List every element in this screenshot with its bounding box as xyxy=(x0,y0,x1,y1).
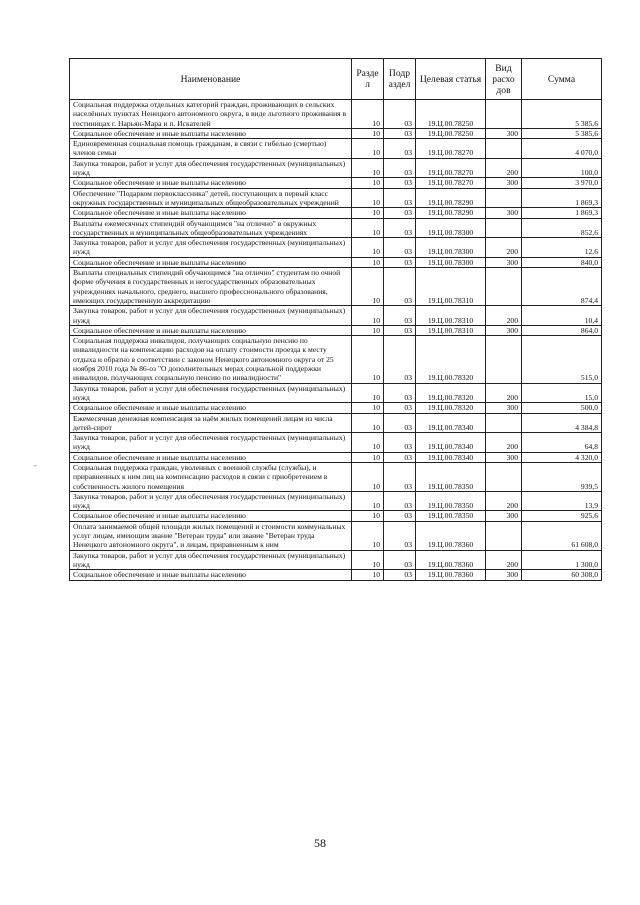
cell-expense-type: 200 xyxy=(486,158,522,178)
cell-section: 10 xyxy=(352,268,384,306)
cell-subsection: 03 xyxy=(384,100,416,129)
table-row xyxy=(70,100,602,129)
cell-section: 10 xyxy=(352,306,384,326)
cell-sum: 10,4 xyxy=(522,306,602,326)
cell-name: Выплаты ежемесячных стипендий обучающимся "на отлично" в окружных государственных и муниципальных общеобразовательных учреждениях xyxy=(70,218,352,238)
table-row xyxy=(70,178,602,188)
cell-section: 10 xyxy=(352,383,384,403)
table-row xyxy=(70,158,602,178)
cell-subsection: 03 xyxy=(384,521,416,550)
cell-target: 19.Ц.00.78290 xyxy=(416,208,486,218)
cell-subsection: 03 xyxy=(384,208,416,218)
cell-subsection: 03 xyxy=(384,139,416,159)
cell-expense-type: 300 xyxy=(486,325,522,335)
cell-target: 19.Ц.00.78350 xyxy=(416,491,486,511)
cell-name: Закупка товаров, работ и услуг для обеспечения государственных (муниципальных) нужд xyxy=(70,238,352,258)
cell-sum: 5 385,6 xyxy=(522,100,602,129)
table-row xyxy=(70,325,602,335)
cell-target: 19.Ц.00.78250 xyxy=(416,100,486,129)
cell-section: 10 xyxy=(352,550,384,570)
cell-subsection: 03 xyxy=(384,570,416,580)
cell-sum: 852,6 xyxy=(522,218,602,238)
cell-name: Социальное обеспечение и иные выплаты населению xyxy=(70,511,352,521)
table-row xyxy=(70,413,602,433)
table-row xyxy=(70,462,602,491)
cell-target: 19.Ц.00.78320 xyxy=(416,336,486,383)
table-row xyxy=(70,550,602,570)
budget-table xyxy=(69,58,602,581)
cell-subsection: 03 xyxy=(384,403,416,413)
cell-target: 19.Ц.00.78310 xyxy=(416,306,486,326)
cell-expense-type: 200 xyxy=(486,238,522,258)
cell-sum: 3 970,0 xyxy=(522,178,602,188)
cell-subsection: 03 xyxy=(384,218,416,238)
cell-name: Социальная поддержка отдельных категорий граждан, проживающих в сельских населённых пунктах Ненецкого автономного округа, в виде льготного проживания в гостиницах г. Нарьян-Мара и п. Искателей xyxy=(70,100,352,129)
table-row xyxy=(70,139,602,159)
cell-subsection: 03 xyxy=(384,491,416,511)
cell-name: Закупка товаров, работ и услуг для обеспечения государственных (муниципальных) нужд xyxy=(70,491,352,511)
cell-sum: 13,9 xyxy=(522,491,602,511)
cell-name: Закупка товаров, работ и услуг для обеспечения государственных (муниципальных) нужд xyxy=(70,433,352,453)
cell-subsection: 03 xyxy=(384,268,416,306)
cell-name: Единовременная социальная помощь гражданам, в связи с гибелью (смертью) членов семьи xyxy=(70,139,352,159)
cell-target: 19.Ц.00.78300 xyxy=(416,218,486,238)
cell-target: 19.Ц.00.78270 xyxy=(416,178,486,188)
cell-subsection: 03 xyxy=(384,178,416,188)
cell-name: Социальное обеспечение и иные выплаты населению xyxy=(70,128,352,138)
cell-subsection: 03 xyxy=(384,336,416,383)
table-body xyxy=(70,100,602,581)
cell-target: 19.Ц.00.78310 xyxy=(416,325,486,335)
cell-subsection: 03 xyxy=(384,452,416,462)
cell-section: 10 xyxy=(352,413,384,433)
cell-subsection: 03 xyxy=(384,511,416,521)
cell-target: 19.Ц.00.78270 xyxy=(416,139,486,159)
cell-target: 19.Ц.00.78320 xyxy=(416,403,486,413)
cell-section: 10 xyxy=(352,570,384,580)
cell-target: 19.Ц.00.78250 xyxy=(416,128,486,138)
cell-expense-type: 300 xyxy=(486,208,522,218)
cell-sum: 840,0 xyxy=(522,257,602,267)
cell-section: 10 xyxy=(352,158,384,178)
cell-sum: 4 320,0 xyxy=(522,452,602,462)
cell-name: Социальное обеспечение и иные выплаты населению xyxy=(70,570,352,580)
cell-sum: 874,4 xyxy=(522,268,602,306)
cell-name: Закупка товаров, работ и услуг для обеспечения государственных (муниципальных) нужд xyxy=(70,383,352,403)
cell-sum: 61 608,0 xyxy=(522,521,602,550)
cell-subsection: 03 xyxy=(384,550,416,570)
cell-expense-type: 300 xyxy=(486,128,522,138)
cell-section: 10 xyxy=(352,336,384,383)
cell-expense-type: 200 xyxy=(486,550,522,570)
cell-subsection: 03 xyxy=(384,306,416,326)
cell-expense-type: 300 xyxy=(486,452,522,462)
cell-sum: 1 869,3 xyxy=(522,208,602,218)
cell-subsection: 03 xyxy=(384,462,416,491)
cell-name: Выплаты специальных стипендий обучающимся "на отлично" студентам по очной форме обучения в государственных и негосударственных образовательных учреждениях начального, среднего, высшего профессионального образования, имеющих государственную аккредитацию xyxy=(70,268,352,306)
table-row xyxy=(70,218,602,238)
cell-section: 10 xyxy=(352,128,384,138)
cell-section: 10 xyxy=(352,100,384,129)
cell-subsection: 03 xyxy=(384,238,416,258)
cell-section: 10 xyxy=(352,511,384,521)
table-row xyxy=(70,511,602,521)
cell-expense-type xyxy=(486,413,522,433)
table-row xyxy=(70,128,602,138)
cell-section: 10 xyxy=(352,491,384,511)
cell-sum: 500,0 xyxy=(522,403,602,413)
cell-sum: 100,0 xyxy=(522,158,602,178)
header-target: Целевая статья xyxy=(416,59,486,100)
cell-sum: 864,0 xyxy=(522,325,602,335)
cell-sum: 15,0 xyxy=(522,383,602,403)
cell-expense-type: 300 xyxy=(486,257,522,267)
cell-section: 10 xyxy=(352,208,384,218)
cell-expense-type xyxy=(486,100,522,129)
cell-name: Социальная поддержка инвалидов, получающих социальную пенсию по инвалидности на компенсацию расходов на оплату стоимости проезда к месту отдыха и обратно в соответствии с законом Ненецкого автономного округа от 25 ноября 2010 года № 86-оз "О дополнительных мерах социальной поддержки инвалидов, получающих социальную пенсию по инвалидности" xyxy=(70,336,352,383)
cell-name: Социальная поддержка граждан, уволенных с военной службы (службы), и приравненных к ним лиц на компенсацию расходов в связи с приобретением в собственность жилого помещения xyxy=(70,462,352,491)
cell-expense-type: 200 xyxy=(486,491,522,511)
cell-name: Оплата занимаемой общей площади жилых помещений и стоимости коммунальных услуг лицам, имеющим звание "Ветеран труда" или звание "Ветеран труда Ненецкого автономного округа", и лицам, приравненным к ним xyxy=(70,521,352,550)
cell-name: Социальное обеспечение и иные выплаты населению xyxy=(70,452,352,462)
cell-expense-type xyxy=(486,268,522,306)
cell-target: 19.Ц.00.78350 xyxy=(416,511,486,521)
cell-subsection: 03 xyxy=(384,413,416,433)
header-name: Наименование xyxy=(70,59,352,100)
margin-mark: - xyxy=(34,461,37,470)
table-row xyxy=(70,257,602,267)
cell-target: 19.Ц.00.78270 xyxy=(416,158,486,178)
cell-sum: 60 308,0 xyxy=(522,570,602,580)
cell-subsection: 03 xyxy=(384,188,416,208)
table-row xyxy=(70,306,602,326)
header-expense-type: Вид расхо дов xyxy=(486,59,522,100)
cell-expense-type xyxy=(486,218,522,238)
cell-target: 19.Ц.00.78300 xyxy=(416,257,486,267)
header-sum: Сумма xyxy=(522,59,602,100)
cell-subsection: 03 xyxy=(384,257,416,267)
cell-name: Социальное обеспечение и иные выплаты населению xyxy=(70,178,352,188)
cell-subsection: 03 xyxy=(384,383,416,403)
cell-section: 10 xyxy=(352,188,384,208)
cell-sum: 5 385,6 xyxy=(522,128,602,138)
cell-expense-type: 300 xyxy=(486,511,522,521)
table-row xyxy=(70,188,602,208)
cell-sum: 939,5 xyxy=(522,462,602,491)
cell-target: 19.Ц.00.78360 xyxy=(416,550,486,570)
table-row xyxy=(70,336,602,383)
cell-section: 10 xyxy=(352,462,384,491)
cell-name: Социальное обеспечение и иные выплаты населению xyxy=(70,208,352,218)
table-row xyxy=(70,268,602,306)
cell-subsection: 03 xyxy=(384,325,416,335)
cell-name: Закупка товаров, работ и услуг для обеспечения государственных (муниципальных) нужд xyxy=(70,306,352,326)
cell-expense-type: 300 xyxy=(486,403,522,413)
cell-section: 10 xyxy=(352,452,384,462)
cell-target: 19.Ц.00.78340 xyxy=(416,433,486,453)
cell-target: 19.Ц.00.78310 xyxy=(416,268,486,306)
table-row xyxy=(70,403,602,413)
cell-name: Социальное обеспечение и иные выплаты населению xyxy=(70,403,352,413)
cell-section: 10 xyxy=(352,238,384,258)
cell-expense-type: 200 xyxy=(486,306,522,326)
cell-target: 19.Ц.00.78360 xyxy=(416,521,486,550)
cell-name: Социальное обеспечение и иные выплаты населению xyxy=(70,325,352,335)
cell-expense-type: 200 xyxy=(486,433,522,453)
cell-sum: 1 869,3 xyxy=(522,188,602,208)
cell-sum: 64,8 xyxy=(522,433,602,453)
cell-name: Обеспечение "Подарком первоклассника" детей, поступающих в первый класс окружных государственных и муниципальных общеобразовательных учреждений xyxy=(70,188,352,208)
cell-expense-type: 300 xyxy=(486,570,522,580)
header-subsection: Подр аздел xyxy=(384,59,416,100)
cell-target: 19.Ц.00.78340 xyxy=(416,413,486,433)
cell-name: Социальное обеспечение и иные выплаты населению xyxy=(70,257,352,267)
cell-section: 10 xyxy=(352,257,384,267)
table-row xyxy=(70,433,602,453)
header-section: Разде л xyxy=(352,59,384,100)
cell-name: Ежемесячная денежная компенсация за наём жилых помещений лицам из числа детей-сирот xyxy=(70,413,352,433)
cell-section: 10 xyxy=(352,521,384,550)
cell-section: 10 xyxy=(352,139,384,159)
cell-sum: 1 300,0 xyxy=(522,550,602,570)
cell-target: 19.Ц.00.78290 xyxy=(416,188,486,208)
table-header xyxy=(70,59,602,100)
cell-sum: 4 384,8 xyxy=(522,413,602,433)
cell-sum: 515,0 xyxy=(522,336,602,383)
header-row xyxy=(70,59,602,100)
table-row xyxy=(70,491,602,511)
cell-expense-type xyxy=(486,521,522,550)
table-row xyxy=(70,570,602,580)
cell-expense-type: 200 xyxy=(486,383,522,403)
cell-expense-type xyxy=(486,139,522,159)
table-row xyxy=(70,452,602,462)
cell-name: Закупка товаров, работ и услуг для обеспечения государственных (муниципальных) нужд xyxy=(70,550,352,570)
cell-section: 10 xyxy=(352,178,384,188)
cell-subsection: 03 xyxy=(384,128,416,138)
cell-name: Закупка товаров, работ и услуг для обеспечения государственных (муниципальных) нужд xyxy=(70,158,352,178)
cell-sum: 12,6 xyxy=(522,238,602,258)
cell-expense-type xyxy=(486,188,522,208)
cell-target: 19.Ц.00.78300 xyxy=(416,238,486,258)
cell-expense-type: 300 xyxy=(486,178,522,188)
cell-target: 19.Ц.00.78340 xyxy=(416,452,486,462)
cell-sum: 925,6 xyxy=(522,511,602,521)
cell-expense-type xyxy=(486,336,522,383)
cell-subsection: 03 xyxy=(384,158,416,178)
cell-sum: 4 070,0 xyxy=(522,139,602,159)
cell-section: 10 xyxy=(352,218,384,238)
cell-target: 19.Ц.00.78350 xyxy=(416,462,486,491)
page-number: 58 xyxy=(314,836,326,850)
table-row xyxy=(70,208,602,218)
cell-subsection: 03 xyxy=(384,433,416,453)
cell-target: 19.Ц.00.78320 xyxy=(416,383,486,403)
cell-target: 19.Ц.00.78360 xyxy=(416,570,486,580)
cell-section: 10 xyxy=(352,325,384,335)
cell-section: 10 xyxy=(352,433,384,453)
table-row xyxy=(70,521,602,550)
cell-section: 10 xyxy=(352,403,384,413)
cell-expense-type xyxy=(486,462,522,491)
table-row xyxy=(70,238,602,258)
table-row xyxy=(70,383,602,403)
